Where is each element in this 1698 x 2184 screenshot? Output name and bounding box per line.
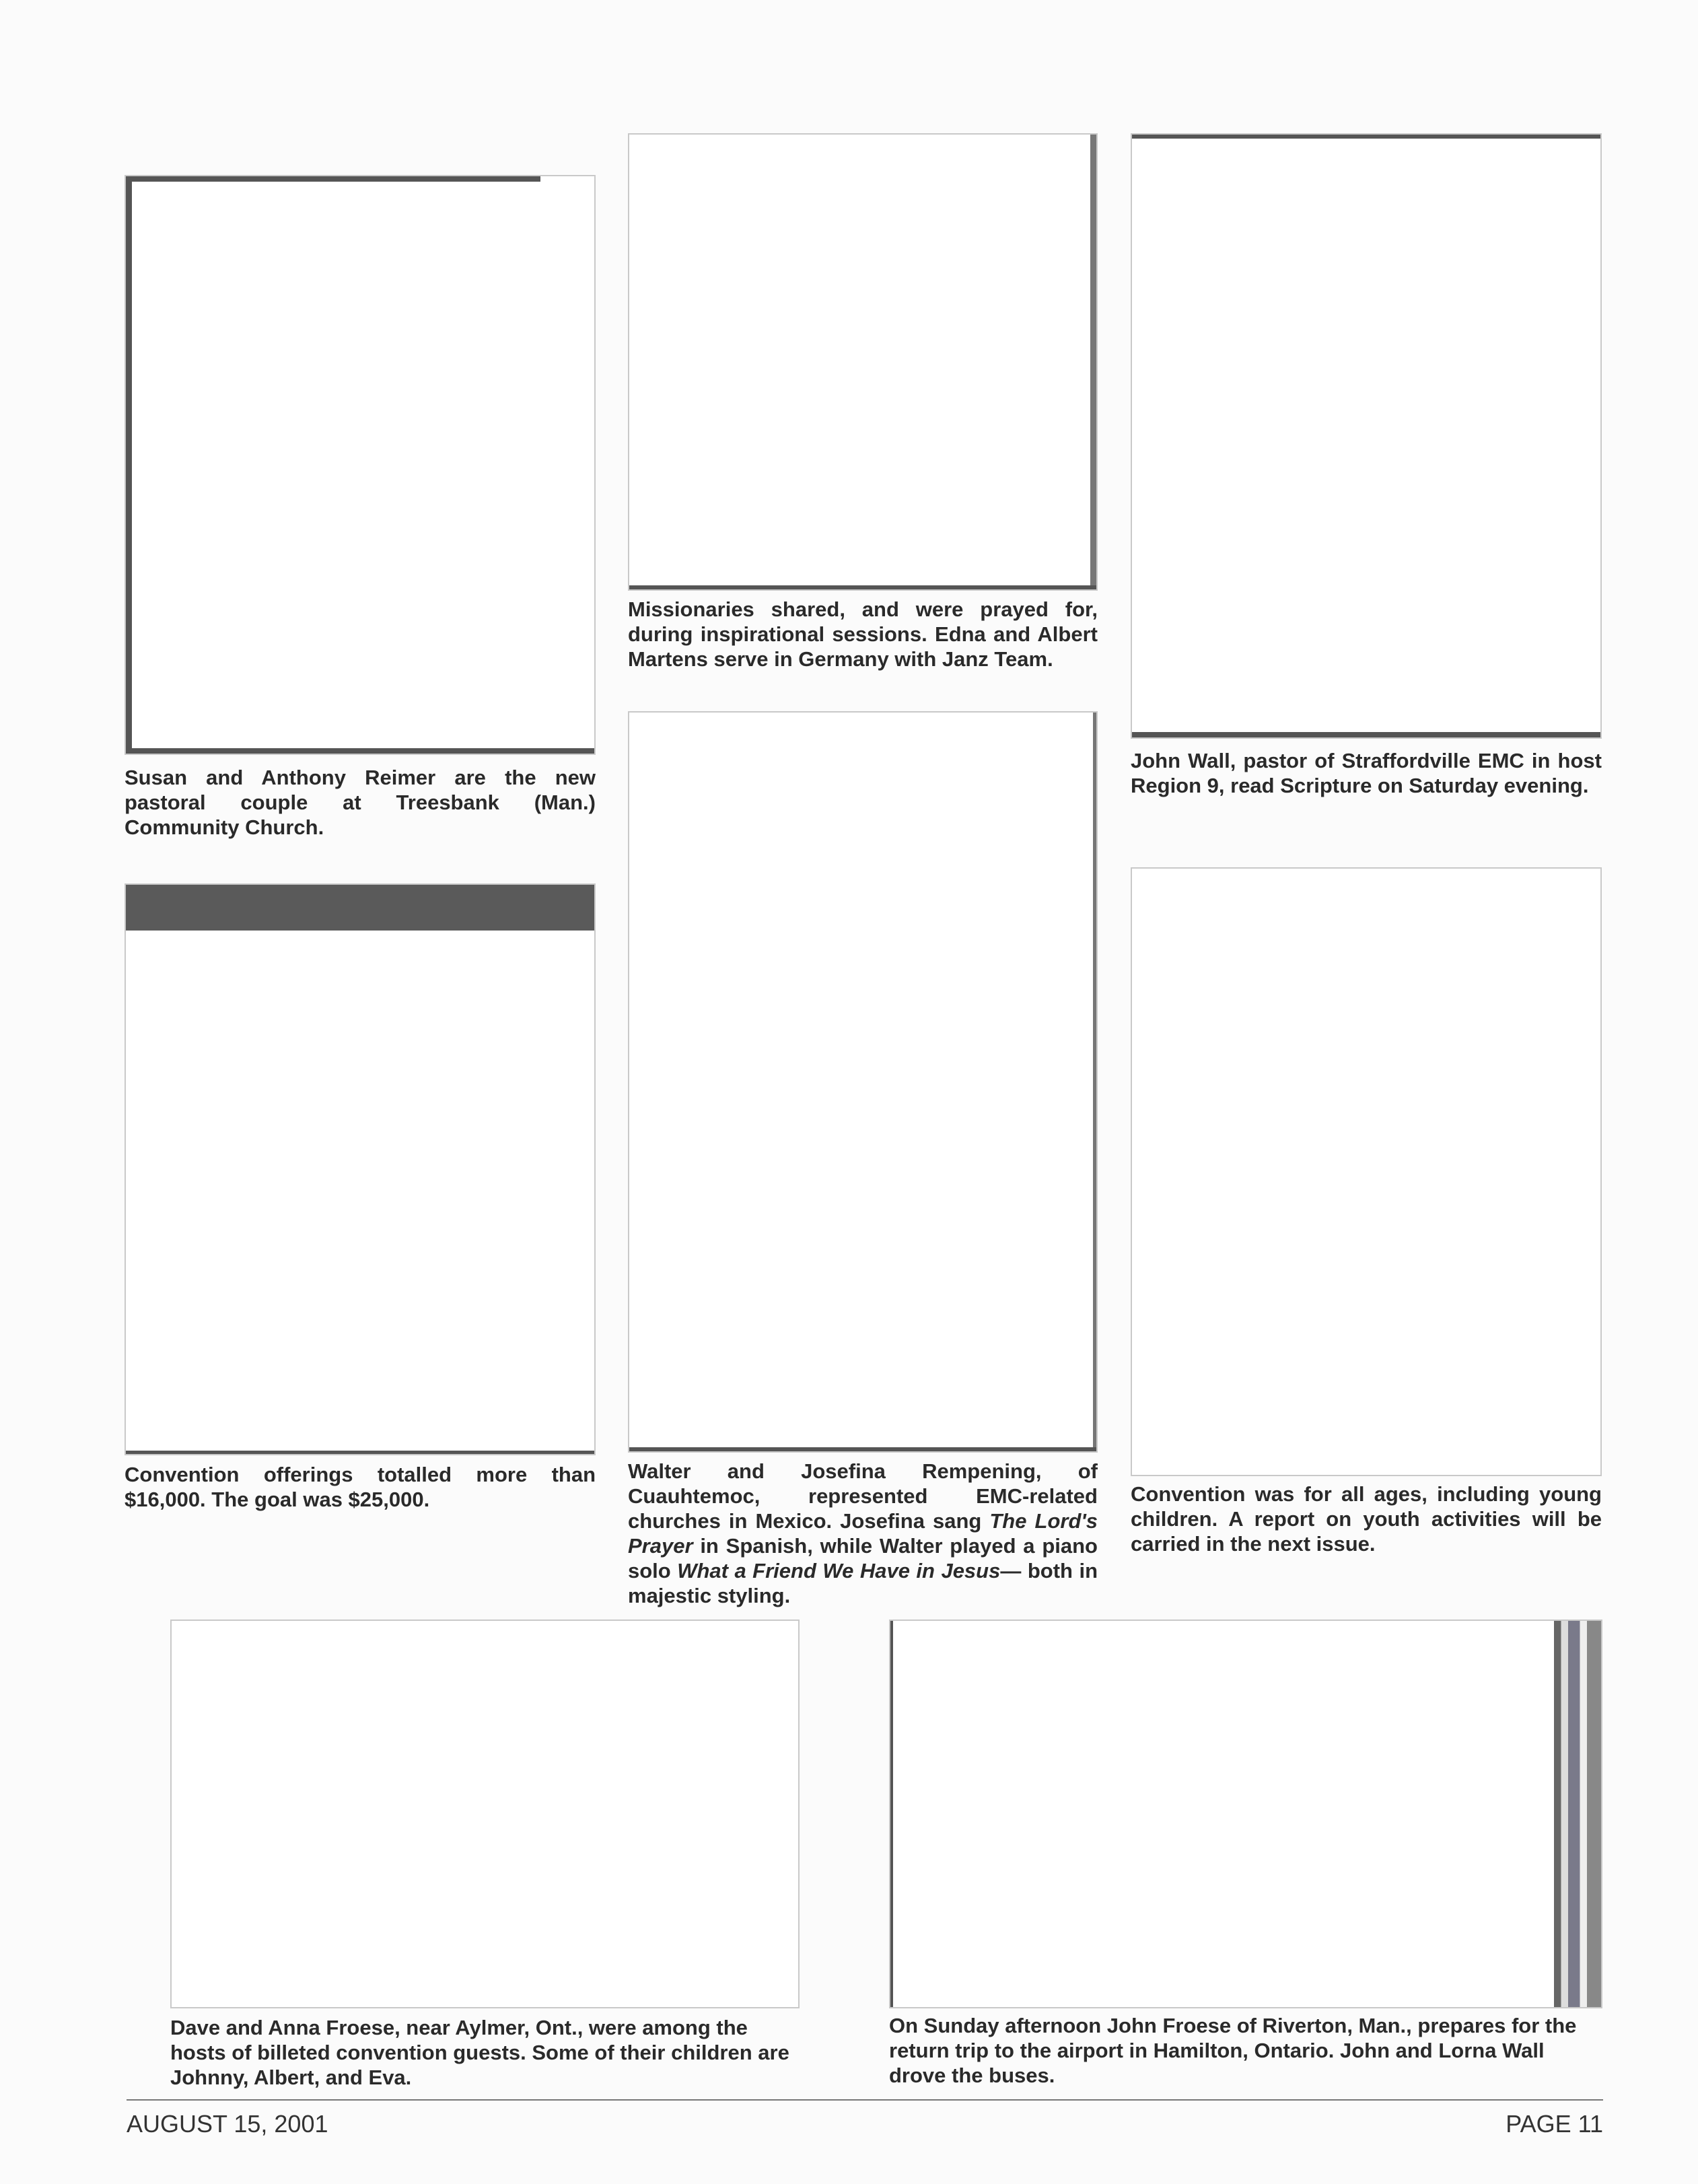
photo-john-froese <box>889 1619 1602 2008</box>
caption-young-children: Convention was for all ages, including young children. A report on youth activities will be carried in the next issue. <box>1131 1482 1602 1556</box>
caption-rempening <box>628 1459 1098 1608</box>
photo-missionaries <box>628 133 1098 591</box>
photo-young-children <box>1131 867 1602 1476</box>
footer-rule <box>127 2099 1603 2101</box>
caption-offerings: Convention offerings totalled more than $16,000. The goal was $25,000. <box>125 1463 596 1511</box>
song-title-lords-prayer: The Lord's Prayer <box>628 1509 1098 1558</box>
caption-rempening-part2: in Spanish, while Walter played a piano solo <box>628 1534 1098 1582</box>
photo-john-wall <box>1131 133 1602 739</box>
caption-john-froese: On Sunday afternoon John Froese of Riverton, Man., prepares for the return trip to the airport in Hamilton, Ontario. John and Lorna Wall drove the buses. <box>889 2014 1577 2087</box>
photo-dave-anna-froese <box>170 1619 800 2008</box>
caption-missionaries: Missionaries shared, and were prayed for, during inspirational sessions. Edna and Albert Martens serve in Germany with Janz Team. <box>628 597 1098 671</box>
caption-john-wall: John Wall, pastor of Straffordville EMC in host Region 9, read Scripture on Saturday evening. <box>1131 749 1602 797</box>
caption-rempening-part1: Walter and Josefina Rempening, of Cuauhtemoc, represented EMC-related churches in Mexico. Josefina sang <box>628 1459 1098 1533</box>
photo-rempening <box>628 711 1098 1453</box>
photo-reimer <box>125 175 596 755</box>
caption-dave-anna-froese: Dave and Anna Froese, near Aylmer, Ont., were among the hosts of billeted convention guests. Some of their children are Johnny, Albert, and Eva. <box>170 2016 789 2089</box>
footer-date: AUGUST 15, 2001 <box>127 2110 328 2138</box>
caption-reimer: Susan and Anthony Reimer are the new pastoral couple at Treesbank (Man.) Community Church. <box>125 766 596 839</box>
song-title-what-a-friend: What a Friend We Have in Jesus <box>677 1559 1001 1582</box>
footer-page-number: PAGE 11 <box>1506 2110 1603 2138</box>
photo-offerings <box>125 883 596 1455</box>
caption-rempening-part3: — both in majestic styling. <box>628 1559 1098 1607</box>
